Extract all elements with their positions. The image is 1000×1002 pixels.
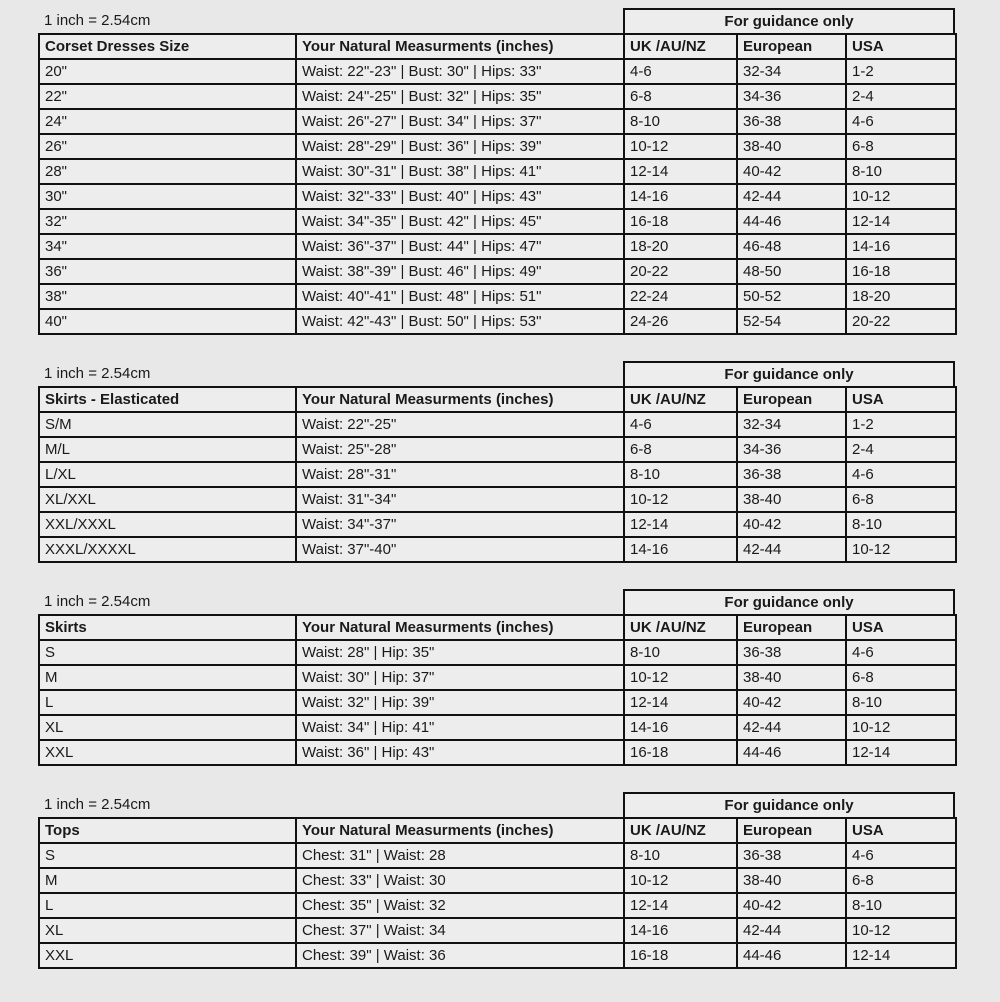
- table-cell: Waist: 28"-31": [296, 462, 624, 487]
- table-cell: M/L: [39, 437, 296, 462]
- table-cell: 40": [39, 309, 296, 334]
- table-row: [39, 690, 956, 715]
- table-row: [39, 843, 956, 868]
- table-cell: 10-12: [846, 537, 956, 562]
- table-cell: XL/XXL: [39, 487, 296, 512]
- table-cell: 22": [39, 84, 296, 109]
- table-cell: 38-40: [737, 665, 846, 690]
- size-chart-skirts: [38, 589, 955, 766]
- column-header: European: [737, 34, 846, 59]
- table-cell: S: [39, 843, 296, 868]
- table-cell: XXL: [39, 740, 296, 765]
- table-cell: Chest: 33" | Waist: 30: [296, 868, 624, 893]
- table-cell: 52-54: [737, 309, 846, 334]
- table-cell: 12-14: [624, 512, 737, 537]
- column-header: USA: [846, 387, 956, 412]
- table-cell: 6-8: [846, 868, 956, 893]
- table-row: [39, 537, 956, 562]
- column-header: Your Natural Measurments (inches): [296, 34, 624, 59]
- table-cell: 12-14: [624, 893, 737, 918]
- table-row: [39, 715, 956, 740]
- table-cell: 12-14: [846, 943, 956, 968]
- table-row: [39, 640, 956, 665]
- unit-note: 1 inch = 2.54cm: [44, 12, 151, 29]
- table-row: [39, 134, 956, 159]
- table-row: [39, 309, 956, 334]
- table-cell: Waist: 32"-33" | Bust: 40" | Hips: 43": [296, 184, 624, 209]
- guidance-banner: For guidance only: [623, 792, 955, 817]
- table-cell: 12-14: [846, 740, 956, 765]
- table-cell: 1-2: [846, 59, 956, 84]
- table-cell: Waist: 30"-31" | Bust: 38" | Hips: 41": [296, 159, 624, 184]
- table-cell: 20-22: [846, 309, 956, 334]
- table-cell: 10-12: [624, 665, 737, 690]
- table-row: [39, 184, 956, 209]
- table-cell: Waist: 22"-23" | Bust: 30" | Hips: 33": [296, 59, 624, 84]
- table-cell: Waist: 25"-28": [296, 437, 624, 462]
- table-row: [39, 918, 956, 943]
- table-cell: 12-14: [624, 690, 737, 715]
- table-cell: 34-36: [737, 84, 846, 109]
- table-cell: M: [39, 868, 296, 893]
- column-header: European: [737, 387, 846, 412]
- table-cell: 42-44: [737, 184, 846, 209]
- table-cell: 18-20: [624, 234, 737, 259]
- table-cell: 8-10: [624, 640, 737, 665]
- column-header: UK /AU/NZ: [624, 818, 737, 843]
- table-cell: 42-44: [737, 918, 846, 943]
- table-row: [39, 437, 956, 462]
- header-row: [39, 615, 956, 640]
- table-cell: Waist: 40"-41" | Bust: 48" | Hips: 51": [296, 284, 624, 309]
- table-topbar: [38, 792, 955, 817]
- table-row: [39, 462, 956, 487]
- table-cell: 10-12: [624, 134, 737, 159]
- table-cell: 36-38: [737, 843, 846, 868]
- table-cell: 38": [39, 284, 296, 309]
- table-cell: 8-10: [624, 843, 737, 868]
- table-cell: 6-8: [624, 437, 737, 462]
- table-cell: 38-40: [737, 868, 846, 893]
- table-topbar: [38, 589, 955, 614]
- table-cell: 2-4: [846, 437, 956, 462]
- column-header: UK /AU/NZ: [624, 34, 737, 59]
- table-cell: 4-6: [624, 59, 737, 84]
- table-cell: Waist: 26"-27" | Bust: 34" | Hips: 37": [296, 109, 624, 134]
- unit-note: 1 inch = 2.54cm: [44, 365, 151, 382]
- table-cell: 40-42: [737, 690, 846, 715]
- table-cell: 4-6: [624, 412, 737, 437]
- table-cell: Waist: 36"-37" | Bust: 44" | Hips: 47": [296, 234, 624, 259]
- table-cell: 6-8: [846, 487, 956, 512]
- table-cell: 14-16: [624, 184, 737, 209]
- table-cell: 6-8: [624, 84, 737, 109]
- table-cell: Waist: 28" | Hip: 35": [296, 640, 624, 665]
- table-cell: 6-8: [846, 665, 956, 690]
- table-cell: 1-2: [846, 412, 956, 437]
- table-cell: 12-14: [846, 209, 956, 234]
- table-row: [39, 84, 956, 109]
- table-cell: 36-38: [737, 640, 846, 665]
- guidance-banner: For guidance only: [623, 8, 955, 33]
- size-chart-tops: [38, 792, 955, 969]
- column-header: Your Natural Measurments (inches): [296, 615, 624, 640]
- table-cell: 18-20: [846, 284, 956, 309]
- table-cell: 44-46: [737, 740, 846, 765]
- column-header: European: [737, 818, 846, 843]
- column-header: Corset Dresses Size: [39, 34, 296, 59]
- table-cell: M: [39, 665, 296, 690]
- table-cell: 40-42: [737, 159, 846, 184]
- header-row: [39, 34, 956, 59]
- table-cell: Waist: 34"-35" | Bust: 42" | Hips: 45": [296, 209, 624, 234]
- table-cell: Chest: 39" | Waist: 36: [296, 943, 624, 968]
- table-cell: 38-40: [737, 487, 846, 512]
- table-cell: 8-10: [624, 109, 737, 134]
- guidance-banner: For guidance only: [623, 589, 955, 614]
- table-cell: Chest: 31" | Waist: 28: [296, 843, 624, 868]
- table-cell: 16-18: [624, 740, 737, 765]
- table-cell: 6-8: [846, 134, 956, 159]
- table-cell: Waist: 31"-34": [296, 487, 624, 512]
- size-table-tops: [38, 817, 957, 969]
- table-cell: 34-36: [737, 437, 846, 462]
- table-cell: Waist: 42"-43" | Bust: 50" | Hips: 53": [296, 309, 624, 334]
- table-cell: XXL/XXXL: [39, 512, 296, 537]
- table-row: [39, 943, 956, 968]
- table-cell: XXL: [39, 943, 296, 968]
- table-row: [39, 109, 956, 134]
- table-cell: 40-42: [737, 893, 846, 918]
- table-cell: 24": [39, 109, 296, 134]
- column-header: USA: [846, 34, 956, 59]
- table-cell: 16-18: [624, 209, 737, 234]
- table-cell: 50-52: [737, 284, 846, 309]
- table-cell: 12-14: [624, 159, 737, 184]
- column-header: Your Natural Measurments (inches): [296, 818, 624, 843]
- table-cell: Waist: 32" | Hip: 39": [296, 690, 624, 715]
- table-cell: 32-34: [737, 59, 846, 84]
- table-cell: 4-6: [846, 640, 956, 665]
- column-header: UK /AU/NZ: [624, 387, 737, 412]
- column-header: Tops: [39, 818, 296, 843]
- size-chart-skirts-elasticated: [38, 361, 955, 563]
- size-chart-corset-dresses: [38, 8, 955, 335]
- table-cell: 4-6: [846, 843, 956, 868]
- unit-note: 1 inch = 2.54cm: [44, 796, 151, 813]
- table-row: [39, 665, 956, 690]
- column-header: USA: [846, 818, 956, 843]
- table-row: [39, 487, 956, 512]
- table-cell: 48-50: [737, 259, 846, 284]
- table-cell: 46-48: [737, 234, 846, 259]
- table-cell: 16-18: [624, 943, 737, 968]
- table-cell: Waist: 34" | Hip: 41": [296, 715, 624, 740]
- table-cell: 36": [39, 259, 296, 284]
- size-table-skirts-elasticated: [38, 386, 957, 563]
- table-row: [39, 234, 956, 259]
- column-header: UK /AU/NZ: [624, 615, 737, 640]
- table-row: [39, 159, 956, 184]
- table-cell: 10-12: [624, 487, 737, 512]
- table-cell: L/XL: [39, 462, 296, 487]
- table-cell: S/M: [39, 412, 296, 437]
- table-cell: 42-44: [737, 537, 846, 562]
- header-row: [39, 387, 956, 412]
- header-row: [39, 818, 956, 843]
- table-row: [39, 284, 956, 309]
- table-cell: 32": [39, 209, 296, 234]
- table-cell: 42-44: [737, 715, 846, 740]
- table-cell: 40-42: [737, 512, 846, 537]
- table-cell: 30": [39, 184, 296, 209]
- table-cell: 22-24: [624, 284, 737, 309]
- table-cell: XL: [39, 715, 296, 740]
- table-cell: Waist: 28"-29" | Bust: 36" | Hips: 39": [296, 134, 624, 159]
- table-cell: 44-46: [737, 943, 846, 968]
- table-cell: 14-16: [624, 715, 737, 740]
- table-cell: 38-40: [737, 134, 846, 159]
- column-header: USA: [846, 615, 956, 640]
- table-cell: 4-6: [846, 462, 956, 487]
- size-table-corset-dresses: [38, 33, 957, 335]
- table-cell: 10-12: [846, 715, 956, 740]
- table-cell: 10-12: [846, 918, 956, 943]
- table-cell: 10-12: [624, 868, 737, 893]
- table-row: [39, 412, 956, 437]
- table-cell: 14-16: [624, 537, 737, 562]
- table-cell: Chest: 35" | Waist: 32: [296, 893, 624, 918]
- table-cell: 24-26: [624, 309, 737, 334]
- table-cell: 34": [39, 234, 296, 259]
- table-cell: Waist: 30" | Hip: 37": [296, 665, 624, 690]
- table-cell: 14-16: [624, 918, 737, 943]
- table-cell: 20-22: [624, 259, 737, 284]
- table-cell: Waist: 37"-40": [296, 537, 624, 562]
- size-table-skirts: [38, 614, 957, 766]
- table-cell: Waist: 22"-25": [296, 412, 624, 437]
- table-cell: 36-38: [737, 109, 846, 134]
- table-row: [39, 209, 956, 234]
- table-cell: 8-10: [846, 512, 956, 537]
- column-header: Skirts: [39, 615, 296, 640]
- column-header: Your Natural Measurments (inches): [296, 387, 624, 412]
- table-cell: Chest: 37" | Waist: 34: [296, 918, 624, 943]
- table-cell: S: [39, 640, 296, 665]
- table-topbar: [38, 8, 955, 33]
- table-row: [39, 259, 956, 284]
- column-header: European: [737, 615, 846, 640]
- table-cell: 2-4: [846, 84, 956, 109]
- table-cell: 44-46: [737, 209, 846, 234]
- table-cell: Waist: 36" | Hip: 43": [296, 740, 624, 765]
- table-cell: 8-10: [846, 893, 956, 918]
- table-cell: 28": [39, 159, 296, 184]
- table-cell: Waist: 24"-25" | Bust: 32" | Hips: 35": [296, 84, 624, 109]
- table-cell: L: [39, 893, 296, 918]
- table-cell: 32-34: [737, 412, 846, 437]
- table-cell: 4-6: [846, 109, 956, 134]
- table-cell: 26": [39, 134, 296, 159]
- table-cell: 14-16: [846, 234, 956, 259]
- table-row: [39, 512, 956, 537]
- table-row: [39, 893, 956, 918]
- table-cell: Waist: 34"-37": [296, 512, 624, 537]
- table-cell: 36-38: [737, 462, 846, 487]
- table-cell: XXXL/XXXXL: [39, 537, 296, 562]
- table-row: [39, 740, 956, 765]
- column-header: Skirts - Elasticated: [39, 387, 296, 412]
- table-cell: 8-10: [846, 159, 956, 184]
- table-row: [39, 868, 956, 893]
- guidance-banner: For guidance only: [623, 361, 955, 386]
- table-cell: 20": [39, 59, 296, 84]
- table-cell: Waist: 38"-39" | Bust: 46" | Hips: 49": [296, 259, 624, 284]
- table-cell: 8-10: [846, 690, 956, 715]
- table-cell: L: [39, 690, 296, 715]
- table-cell: XL: [39, 918, 296, 943]
- unit-note: 1 inch = 2.54cm: [44, 593, 151, 610]
- table-row: [39, 59, 956, 84]
- table-topbar: [38, 361, 955, 386]
- table-cell: 10-12: [846, 184, 956, 209]
- table-cell: 16-18: [846, 259, 956, 284]
- table-cell: 8-10: [624, 462, 737, 487]
